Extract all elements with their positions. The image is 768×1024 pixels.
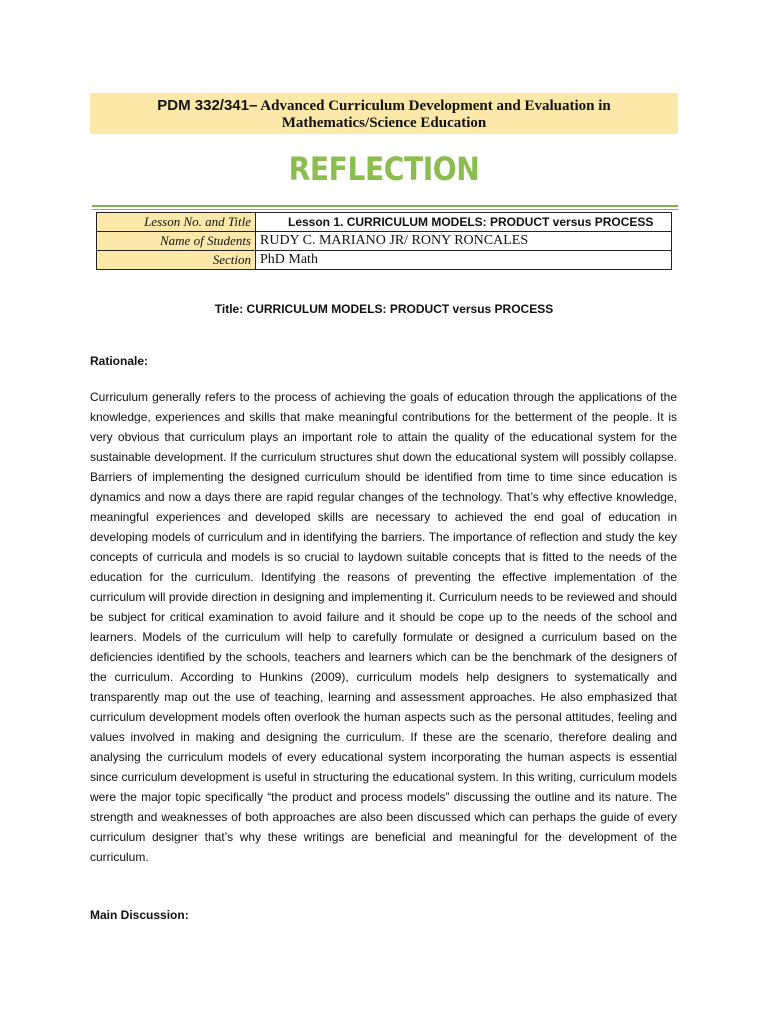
divider — [92, 205, 678, 207]
lesson-value: Lesson 1. CURRICULUM MODELS: PRODUCT versus PROCESS — [256, 213, 672, 232]
document-title: Title: CURRICULUM MODELS: PRODUCT versus PROCESS — [214, 302, 554, 316]
table-row — [97, 232, 672, 251]
info-table — [96, 212, 672, 270]
rationale-paragraph: Curriculum generally refers to the process of achieving the goals of education through the applications of the knowledge, experiences and skills that make meaningful contributions for the betterment of the people. It is very obvious that curriculum plays an important role to attain the quality of the educational system for the sustainable development. If the curriculum structures shut down the educational system will possibly collapse. Barriers of implementing the designed curriculum should be identified from time to time since education is dynamics and now a days there are rapid regular changes of the technology. That’s why effective knowledge, meaningful experiences and developed skills are necessary to achieved the end goal of education in developing models of curriculum and in identifying the barriers. The importance of reflection and study the key concepts of curricula and models is so crucial to laydown suitable concepts that is fitted to the needs of the education for the curriculum. Identifying the reasons of preventing the effective implementation of the curriculum will provide direction in designing and implementing it. Curriculum needs to be reviewed and should be subject for critical examination to avoid failure and it should be cope up to the needs of the school and learners. Models of the curriculum will help to carefully formulate or designed a curriculum based on the deficiencies identified by the schools, teachers and learners which can be the benchmark of the designers of the curriculum. According to Hunkins (2009), curriculum models help designers to systematically and transparently map out the use of teaching, learning and assessment approaches. He also emphasized that curriculum development models often overlook the human aspects such as the personal attitudes, feeling and values involved in making and designing the curriculum. If these are the scenario, therefore dealing and analysing the curriculum models of every educational system incorporating the human aspects is essential since curriculum development is useful in structuring the educational system. In this writing, curriculum models were the major topic specifically “the product and process models” discussing the outline and its nature. The strength and weaknesses of both approaches are also been discussed which can perhaps the guide of every curriculum designer that’s why these writings are beneficial and meaningful for the development of the curriculum. — [90, 390, 677, 864]
table-row — [97, 251, 672, 270]
course-banner — [90, 93, 678, 134]
section-value: PhD Math — [256, 251, 672, 270]
students-label: Name of Students — [97, 232, 256, 251]
divider — [92, 209, 678, 210]
course-code: PDM 332/341– — [157, 97, 258, 114]
section-label: Section — [97, 251, 256, 270]
course-title-line2: Mathematics/Science Education — [281, 115, 487, 131]
rationale-heading: Rationale: — [90, 354, 149, 368]
main-discussion-heading: Main Discussion: — [90, 908, 189, 922]
course-title-line1 — [90, 97, 678, 115]
lesson-label: Lesson No. and Title — [97, 213, 256, 232]
course-title: Advanced Curriculum Development and Evaluation in — [260, 98, 611, 114]
students-value: RUDY C. MARIANO JR/ RONY RONCALES — [256, 232, 672, 251]
document-type-title: REFLECTION — [288, 150, 480, 188]
table-row — [97, 213, 672, 232]
